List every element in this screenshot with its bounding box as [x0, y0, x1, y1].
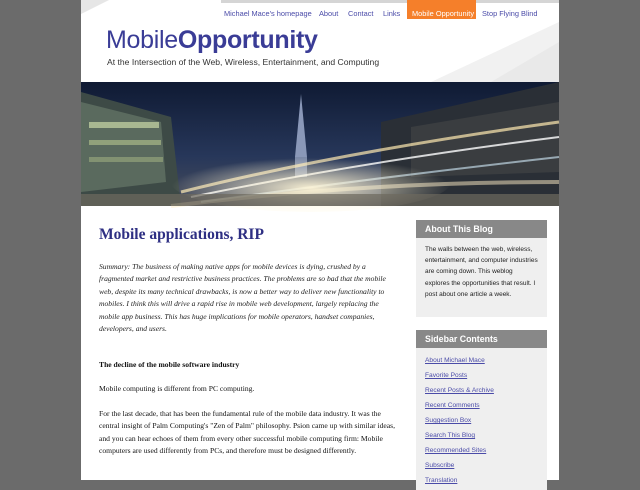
post-paragraph: Mobile computing is different from PC computing. — [99, 384, 255, 393]
nav-top-line — [221, 0, 559, 3]
hero-city-night-photo — [81, 82, 559, 206]
about-blog-text: The walls between the web, wireless, entertainment, and computer industries are coming down. This weblog explores the opportunities that result. I post about one article a week. — [425, 246, 538, 298]
sidebar-link-recent-comments[interactable]: Recent Comments — [425, 402, 480, 409]
nav-link-contact[interactable]: Contact — [348, 9, 374, 18]
post-paragraph: For the last decade, that has been the fundamental rule of the mobile data industry. It was the central insight of Palm Computing's "Zen of Palm" philosophy. Psion came up with similar ideas, and you can hear echoes of them from every other successful mobile computing firm: Mobile computers are used differently from PCs, and therefore must be designed differently. — [99, 409, 396, 456]
section-heading: The decline of the mobile software industry — [99, 360, 240, 369]
post-summary: Summary: The business of making native apps for mobile devices is dying, crushed by a fragmented market and restrictive business practices. The problems are so bad that the mobile web, despite its many technical drawbacks, is now a better way to deliver new functionality to mobiles. I think this will drive a rapid rise in mobile web development, largely replacing the mobile app business. This has huge implications for mobile operators, handset companies, developers, and users. — [99, 262, 386, 334]
site-logo[interactable] — [106, 26, 318, 55]
corner-decoration — [81, 0, 109, 14]
about-blog-heading: About This Blog — [416, 220, 547, 238]
logo-regular: Mobile — [106, 26, 178, 54]
sidebar-link-search[interactable]: Search This Blog — [425, 432, 476, 439]
site-tagline: At the Intersection of the Web, Wireless, Entertainment, and Computing — [107, 57, 380, 67]
nav-link-stop-flying-blind[interactable]: Stop Flying Blind — [482, 9, 538, 18]
sidebar-contents-box — [416, 330, 547, 490]
sidebar-link-about-michael-mace[interactable]: About Michael Mace — [425, 357, 485, 364]
nav-link-mobile-opportunity[interactable]: Mobile Opportunity — [407, 5, 476, 19]
sidebar-links — [416, 348, 547, 488]
sidebar-link-translation[interactable]: Translation — [425, 477, 458, 484]
nav-link-homepage[interactable]: Michael Mace's homepage — [224, 9, 312, 18]
sidebar-link-favorite-posts[interactable]: Favorite Posts — [425, 372, 468, 379]
about-blog-box — [416, 220, 547, 317]
sidebar-contents-heading: Sidebar Contents — [416, 330, 547, 348]
sidebar-link-suggestion-box[interactable]: Suggestion Box — [425, 417, 472, 424]
logo-bold: Opportunity — [177, 26, 318, 54]
top-nav — [81, 0, 559, 22]
masthead-decoration — [411, 22, 559, 82]
page — [81, 0, 559, 484]
nav-link-about[interactable]: About — [319, 9, 339, 18]
nav-link-links[interactable]: Links — [383, 9, 401, 18]
sidebar-link-recent-posts[interactable]: Recent Posts & Archive — [425, 387, 494, 394]
sidebar-link-subscribe[interactable]: Subscribe — [425, 462, 455, 469]
sidebar-link-recommended-sites[interactable]: Recommended Sites — [425, 447, 487, 454]
post-title[interactable]: Mobile applications, RIP — [99, 226, 264, 243]
